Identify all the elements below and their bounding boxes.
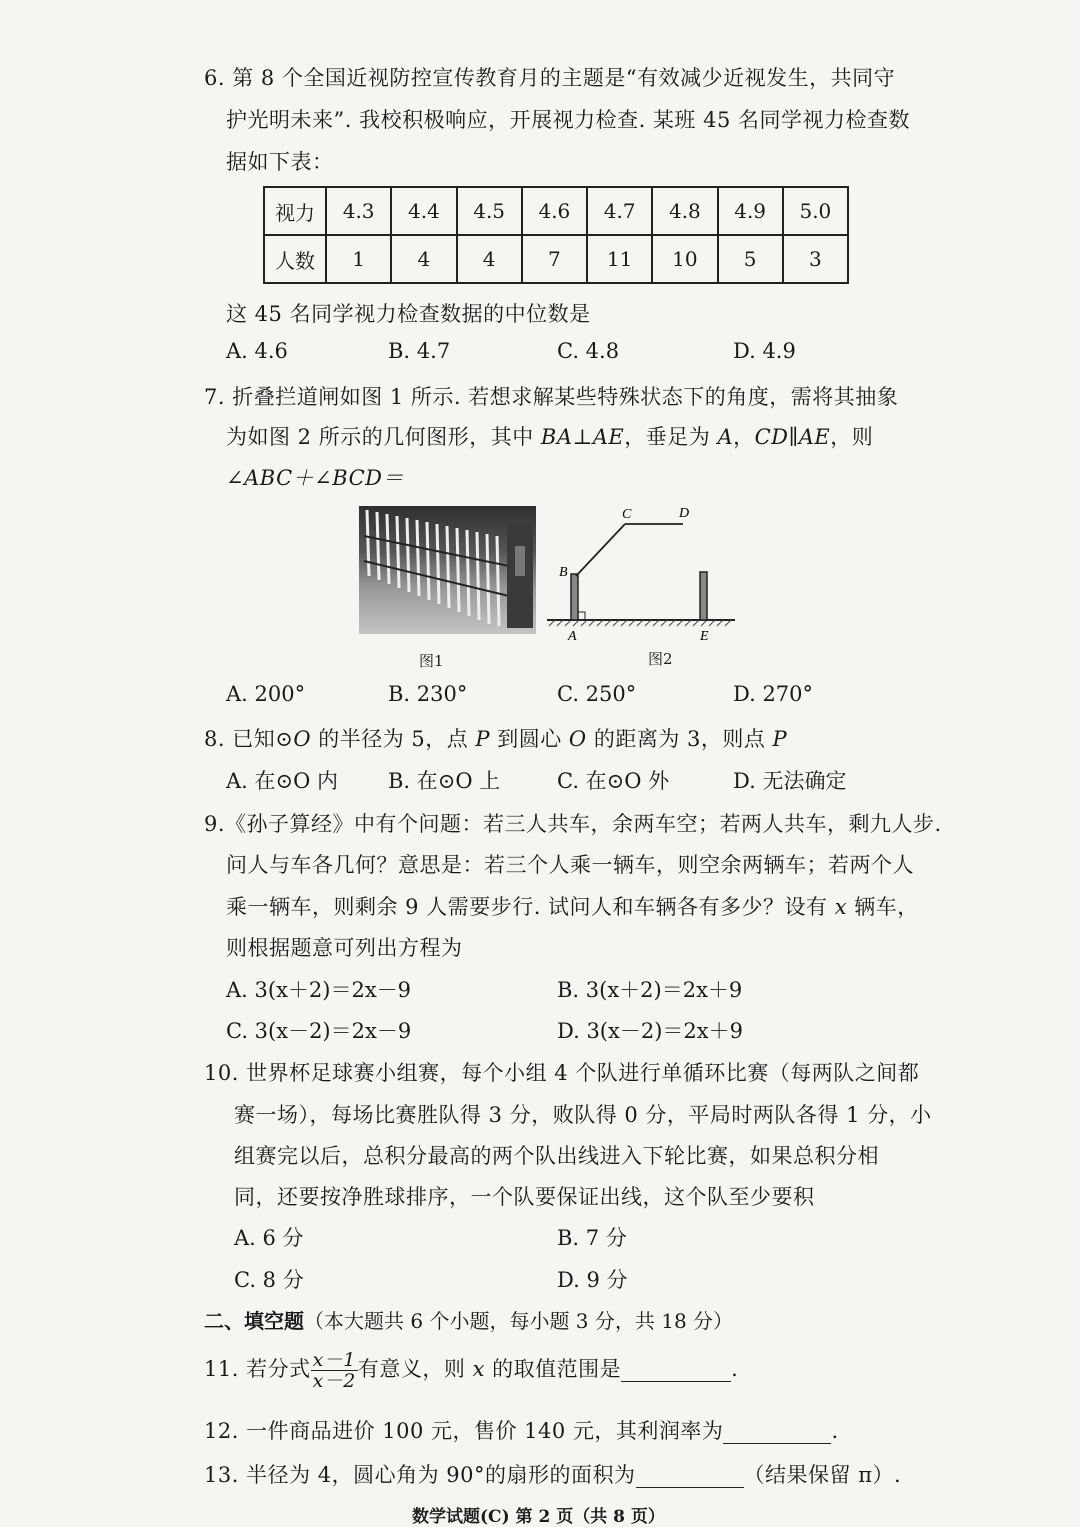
q7-option-b: B. 230°: [388, 682, 468, 706]
label-c: C: [622, 507, 632, 522]
q6-option-d: D. 4.9: [733, 339, 796, 363]
vision-table: [263, 186, 849, 284]
q9-option-c: C. 3(x－2)＝2x－9: [226, 1019, 412, 1043]
q9-line-3: 乘一辆车，则剩余 9 人需要步行. 试问人和车辆各有多少？设有 x 辆车，: [226, 895, 919, 919]
q11-line: 11. 若分式 $\frac{x-1}{x-2}$ 有意义，则 x 的取值范围是 .: [204, 1349, 739, 1392]
q12-line: 12. 一件商品进价 100 元，售价 140 元，其利润率为 .: [204, 1419, 839, 1443]
table-cell: 4: [457, 235, 522, 283]
q10-line-1: 10. 世界杯足球赛小组赛，每个小组 4 个队进行单循环比赛（每两队之间都: [204, 1061, 920, 1085]
q11-answer-blank[interactable]: [621, 1357, 731, 1382]
q6-line-3: 据如下表：: [226, 150, 334, 174]
q10-option-d: D. 9 分: [557, 1268, 628, 1292]
table-cell: 4.9: [718, 187, 783, 235]
table-cell: 4.3: [326, 187, 391, 235]
q6-line-2: 护光明未来”. 我校积极响应，开展视力检查. 某班 45 名同学视力检查数: [226, 108, 911, 132]
table-cell: 4.7: [587, 187, 652, 235]
q9-line-2: 问人与车各几何？意思是：若三个人乘一辆车，则空余两辆车；若两个人: [226, 853, 914, 877]
table-cell: 5: [718, 235, 783, 283]
q8-option-a: A. 在⊙O 内: [226, 769, 339, 793]
q7-option-a: A. 200°: [226, 682, 306, 706]
label-e: E: [700, 629, 709, 644]
q8-option-d: D. 无法确定: [733, 769, 847, 793]
table-row: [264, 187, 848, 235]
q10-line-3: 组赛完以后，总积分最高的两个队出线进入下轮比赛，如果总积分相: [234, 1144, 879, 1168]
fraction: $\frac{x-1}{x-2}$: [312, 1349, 356, 1392]
q6-option-a: A. 4.6: [226, 339, 288, 363]
q6-question: 这 45 名同学视力检查数据的中位数是: [226, 302, 591, 326]
figure-2-caption: 图2: [648, 650, 673, 668]
q6-option-c: C. 4.8: [557, 339, 620, 363]
q10-option-a: A. 6 分: [234, 1226, 304, 1250]
gate-photo: [359, 506, 536, 634]
q10-option-c: C. 8 分: [234, 1268, 304, 1292]
q7-line-2: 为如图 2 所示的几何图形，其中 BA⊥AE，垂足为 A，CD∥AE，则: [226, 425, 874, 449]
q7-line-1: 7. 折叠拦道闸如图 1 所示. 若想求解某些特殊状态下的角度，需将其抽象: [204, 385, 899, 409]
q7-option-d: D. 270°: [733, 682, 814, 706]
q13-answer-blank[interactable]: [636, 1463, 744, 1488]
q9-line-1: 9.《孙子算经》中有个问题：若三人共车，余两车空；若两人共车，剩九人步.: [204, 812, 942, 836]
q8-option-b: B. 在⊙O 上: [388, 769, 501, 793]
q10-option-b: B. 7 分: [557, 1226, 627, 1250]
q8-line-1: 8. 已知⊙O 的半径为 5，点 P 到圆心 O 的距离为 3，则点 P: [204, 727, 788, 751]
table-cell: 4.8: [652, 187, 717, 235]
table-cell: 4: [391, 235, 456, 283]
q7-option-c: C. 250°: [557, 682, 637, 706]
table-cell: 5.0: [783, 187, 848, 235]
table-cell: 10: [652, 235, 717, 283]
q6-line-1: 6. 第 8 个全国近视防控宣传教育月的主题是“有效减少近视发生，共同守: [204, 66, 896, 90]
section-2-heading: 二、填空题（本大题共 6 个小题，每小题 3 分，共 18 分）: [204, 1309, 734, 1333]
page-footer: 数学试题(C) 第 2 页（共 8 页）: [412, 1507, 665, 1527]
q8-option-c: C. 在⊙O 外: [557, 769, 670, 793]
table-row: [264, 235, 848, 283]
table-cell: 7: [522, 235, 587, 283]
table-cell: 1: [326, 235, 391, 283]
q9-option-b: B. 3(x＋2)＝2x＋9: [557, 978, 743, 1002]
table-cell: 11: [587, 235, 652, 283]
table-cell: 3: [783, 235, 848, 283]
gate-diagram: [545, 500, 740, 645]
table-header-count: 人数: [264, 235, 326, 283]
figure-1-caption: 图1: [419, 652, 444, 670]
q9-option-d: D. 3(x－2)＝2x＋9: [557, 1019, 743, 1043]
table-cell: 4.6: [522, 187, 587, 235]
q6-option-b: B. 4.7: [388, 339, 451, 363]
q9-line-4: 则根据题意可列出方程为: [226, 936, 463, 960]
q10-line-2: 赛一场），每场比赛胜队得 3 分，败队得 0 分，平局时两队各得 1 分，小: [234, 1103, 932, 1127]
q9-option-a: A. 3(x＋2)＝2x－9: [226, 978, 412, 1002]
label-a: A: [568, 629, 577, 644]
label-d: D: [679, 506, 690, 521]
q13-line: 13. 半径为 4，圆心角为 90°的扇形的面积为 （结果保留 π）.: [204, 1463, 902, 1487]
table-cell: 4.4: [391, 187, 456, 235]
q12-answer-blank[interactable]: [723, 1419, 831, 1444]
table-cell: 4.5: [457, 187, 522, 235]
q10-line-4: 同，还要按净胜球排序，一个队要保证出线，这个队至少要积: [234, 1185, 815, 1209]
label-b: B: [559, 565, 568, 580]
table-header-vision: 视力: [264, 187, 326, 235]
q7-line-3: ∠ABC＋∠BCD＝: [226, 466, 404, 490]
